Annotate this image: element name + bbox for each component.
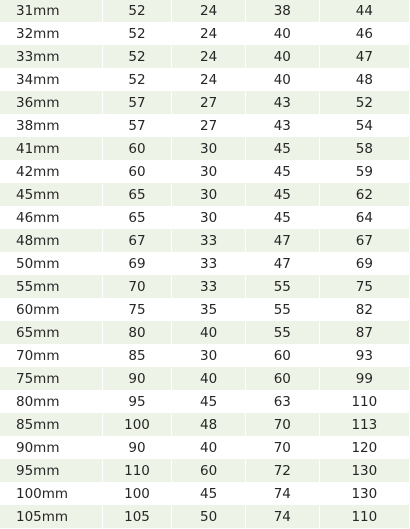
- size-cell: 100mm: [0, 483, 103, 506]
- value-cell-2: 30: [172, 138, 246, 161]
- table-row: [0, 138, 410, 161]
- value-cell-4: 48: [320, 69, 410, 92]
- value-cell-4: 62: [320, 184, 410, 207]
- size-cell: 90mm: [0, 437, 103, 460]
- value-cell-3: 40: [246, 69, 320, 92]
- value-cell-4: 58: [320, 138, 410, 161]
- value-cell-4: 69: [320, 253, 410, 276]
- value-cell-1: 85: [103, 345, 173, 368]
- value-cell-4: 64: [320, 207, 410, 230]
- value-cell-2: 45: [172, 483, 246, 506]
- size-cell: 38mm: [0, 115, 103, 138]
- value-cell-2: 30: [172, 207, 246, 230]
- value-cell-1: 52: [103, 46, 173, 69]
- size-cell: 31mm: [0, 0, 103, 23]
- value-cell-2: 27: [172, 92, 246, 115]
- value-cell-2: 27: [172, 115, 246, 138]
- table-row: [0, 414, 410, 437]
- value-cell-3: 40: [246, 23, 320, 46]
- value-cell-3: 47: [246, 253, 320, 276]
- value-cell-2: 35: [172, 299, 246, 322]
- value-cell-4: 82: [320, 299, 410, 322]
- table-row: [0, 345, 410, 368]
- value-cell-4: 75: [320, 276, 410, 299]
- table-row: [0, 69, 410, 92]
- value-cell-4: 110: [320, 391, 410, 414]
- value-cell-3: 70: [246, 437, 320, 460]
- value-cell-3: 45: [246, 138, 320, 161]
- value-cell-2: 24: [172, 46, 246, 69]
- value-cell-3: 45: [246, 184, 320, 207]
- value-cell-2: 33: [172, 253, 246, 276]
- size-cell: 60mm: [0, 299, 103, 322]
- size-cell: 42mm: [0, 161, 103, 184]
- size-cell: 34mm: [0, 69, 103, 92]
- table-row: [0, 506, 410, 529]
- value-cell-1: 57: [103, 92, 173, 115]
- size-cell: 75mm: [0, 368, 103, 391]
- value-cell-3: 47: [246, 230, 320, 253]
- value-cell-1: 69: [103, 253, 173, 276]
- value-cell-2: 24: [172, 0, 246, 23]
- value-cell-3: 60: [246, 368, 320, 391]
- table-row: [0, 46, 410, 69]
- value-cell-4: 59: [320, 161, 410, 184]
- value-cell-1: 90: [103, 368, 173, 391]
- value-cell-3: 55: [246, 322, 320, 345]
- table-row: [0, 322, 410, 345]
- size-cell: 46mm: [0, 207, 103, 230]
- size-cell: 80mm: [0, 391, 103, 414]
- value-cell-1: 75: [103, 299, 173, 322]
- table-row: [0, 161, 410, 184]
- value-cell-1: 70: [103, 276, 173, 299]
- value-cell-1: 60: [103, 138, 173, 161]
- value-cell-4: 47: [320, 46, 410, 69]
- value-cell-1: 65: [103, 184, 173, 207]
- value-cell-3: 55: [246, 276, 320, 299]
- value-cell-2: 40: [172, 437, 246, 460]
- value-cell-3: 43: [246, 92, 320, 115]
- value-cell-3: 45: [246, 207, 320, 230]
- value-cell-2: 50: [172, 506, 246, 529]
- table-row: [0, 92, 410, 115]
- value-cell-4: 130: [320, 460, 410, 483]
- table-row: [0, 253, 410, 276]
- value-cell-2: 40: [172, 368, 246, 391]
- value-cell-4: 44: [320, 0, 410, 23]
- value-cell-3: 72: [246, 460, 320, 483]
- value-cell-1: 105: [103, 506, 173, 529]
- size-cell: 36mm: [0, 92, 103, 115]
- value-cell-4: 67: [320, 230, 410, 253]
- table-row: [0, 368, 410, 391]
- table-row: [0, 207, 410, 230]
- table-row: [0, 299, 410, 322]
- value-cell-3: 70: [246, 414, 320, 437]
- table-row: [0, 230, 410, 253]
- value-cell-2: 30: [172, 184, 246, 207]
- value-cell-1: 57: [103, 115, 173, 138]
- value-cell-1: 52: [103, 23, 173, 46]
- table-row: [0, 23, 410, 46]
- value-cell-3: 63: [246, 391, 320, 414]
- value-cell-2: 30: [172, 161, 246, 184]
- value-cell-1: 80: [103, 322, 173, 345]
- value-cell-3: 74: [246, 483, 320, 506]
- table-row: [0, 460, 410, 483]
- table-row: [0, 115, 410, 138]
- value-cell-1: 90: [103, 437, 173, 460]
- value-cell-1: 95: [103, 391, 173, 414]
- value-cell-2: 40: [172, 322, 246, 345]
- value-cell-1: 60: [103, 161, 173, 184]
- value-cell-4: 99: [320, 368, 410, 391]
- value-cell-2: 33: [172, 276, 246, 299]
- value-cell-4: 113: [320, 414, 410, 437]
- size-cell: 45mm: [0, 184, 103, 207]
- table-row: [0, 184, 410, 207]
- size-cell: 105mm: [0, 506, 103, 529]
- value-cell-2: 33: [172, 230, 246, 253]
- value-cell-2: 30: [172, 345, 246, 368]
- size-cell: 33mm: [0, 46, 103, 69]
- table-row: [0, 483, 410, 506]
- value-cell-2: 24: [172, 69, 246, 92]
- table-row: [0, 276, 410, 299]
- value-cell-1: 100: [103, 414, 173, 437]
- value-cell-3: 45: [246, 161, 320, 184]
- value-cell-4: 120: [320, 437, 410, 460]
- value-cell-3: 40: [246, 46, 320, 69]
- table-row: [0, 0, 410, 23]
- value-cell-3: 43: [246, 115, 320, 138]
- value-cell-4: 110: [320, 506, 410, 529]
- value-cell-1: 67: [103, 230, 173, 253]
- value-cell-1: 52: [103, 69, 173, 92]
- value-cell-1: 52: [103, 0, 173, 23]
- value-cell-3: 38: [246, 0, 320, 23]
- value-cell-1: 65: [103, 207, 173, 230]
- size-cell: 32mm: [0, 23, 103, 46]
- value-cell-1: 100: [103, 483, 173, 506]
- value-cell-4: 54: [320, 115, 410, 138]
- value-cell-3: 60: [246, 345, 320, 368]
- table-row: [0, 391, 410, 414]
- size-cell: 85mm: [0, 414, 103, 437]
- value-cell-4: 130: [320, 483, 410, 506]
- size-cell: 65mm: [0, 322, 103, 345]
- value-cell-2: 60: [172, 460, 246, 483]
- size-cell: 41mm: [0, 138, 103, 161]
- value-cell-2: 45: [172, 391, 246, 414]
- value-cell-2: 24: [172, 23, 246, 46]
- size-cell: 50mm: [0, 253, 103, 276]
- value-cell-2: 48: [172, 414, 246, 437]
- size-cell: 95mm: [0, 460, 103, 483]
- value-cell-3: 74: [246, 506, 320, 529]
- size-cell: 48mm: [0, 230, 103, 253]
- size-cell: 55mm: [0, 276, 103, 299]
- table-row: [0, 437, 410, 460]
- value-cell-4: 46: [320, 23, 410, 46]
- value-cell-4: 93: [320, 345, 410, 368]
- value-cell-4: 52: [320, 92, 410, 115]
- value-cell-4: 87: [320, 322, 410, 345]
- size-cell: 70mm: [0, 345, 103, 368]
- value-cell-1: 110: [103, 460, 173, 483]
- value-cell-3: 55: [246, 299, 320, 322]
